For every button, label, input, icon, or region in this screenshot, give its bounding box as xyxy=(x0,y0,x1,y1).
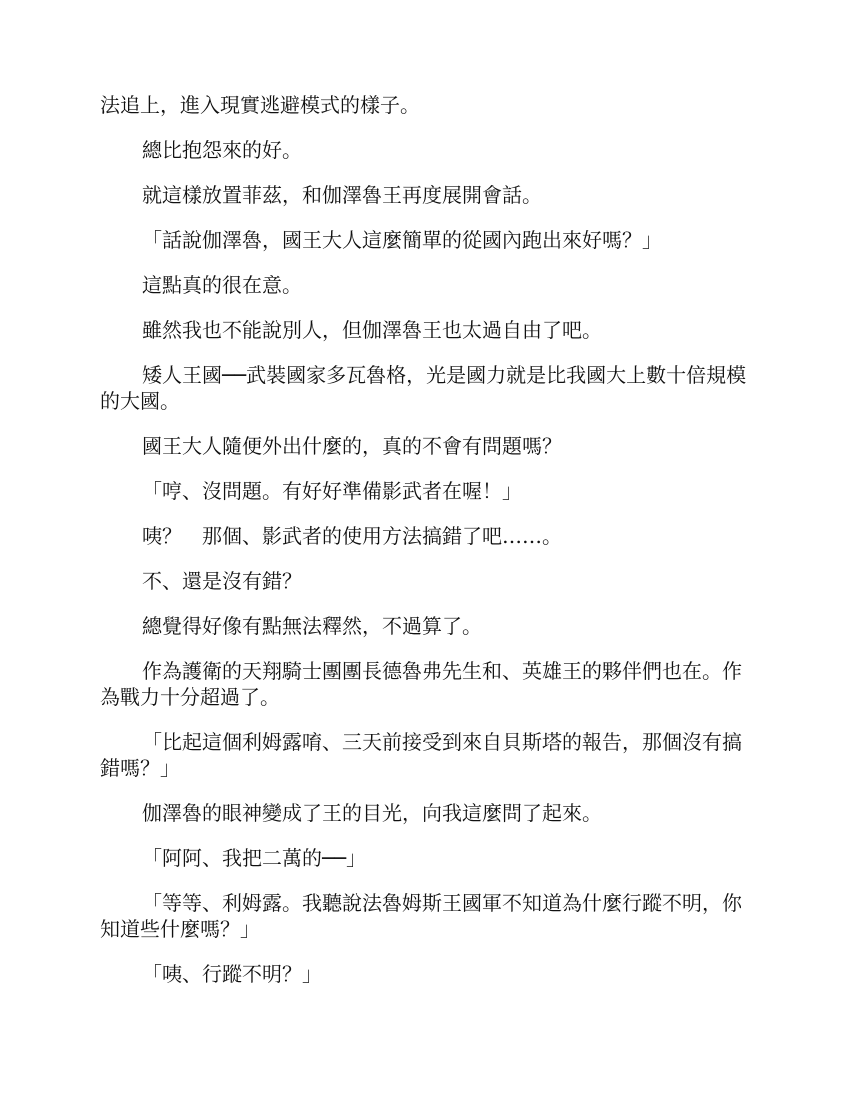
paragraph: 法追上，進入現實逃避模式的樣子。 xyxy=(100,93,420,117)
paragraph: 總覺得好像有點無法釋然，不過算了。 xyxy=(142,614,482,638)
paragraph: 「話說伽澤魯，國王大人這麼簡單的從國內跑出來好嗎？」 xyxy=(142,228,662,252)
paragraph: 雖然我也不能說別人，但伽澤魯王也太過自由了吧。 xyxy=(142,318,602,342)
paragraph: 就這樣放置菲茲，和伽澤魯王再度展開會話。 xyxy=(142,183,542,207)
paragraph: 「等等、利姆露。我聽說法魯姆斯王國軍不知道為什麼行蹤不明，你知道些什麼嗎？」 xyxy=(100,891,742,941)
document-body xyxy=(100,92,750,1006)
paragraph: 「比起這個利姆露唷、三天前接受到來自貝斯塔的報告，那個沒有搞錯嗎？」 xyxy=(100,730,742,780)
paragraph: 「哼、沒問題。有好好準備影武者在喔！」 xyxy=(142,479,522,503)
paragraph: 這點真的很在意。 xyxy=(142,273,302,297)
paragraph: 作為護衛的天翔騎士團團長德魯弗先生和、英雄王的夥伴們也在。作為戰力十分超過了。 xyxy=(100,659,742,709)
paragraph: 伽澤魯的眼神變成了王的目光，向我這麼問了起來。 xyxy=(142,801,602,825)
paragraph: 矮人王國──武裝國家多瓦魯格，光是國力就是比我國大上數十倍規模的大國。 xyxy=(100,363,747,413)
paragraph: 不、還是沒有錯？ xyxy=(142,569,302,593)
paragraph: 「阿阿、我把二萬的──」 xyxy=(142,846,367,870)
paragraph: 總比抱怨來的好。 xyxy=(142,138,302,162)
paragraph: 國王大人隨便外出什麼的，真的不會有問題嗎？ xyxy=(142,434,562,458)
paragraph: 咦？ 那個、影武者的使用方法搞錯了吧……。 xyxy=(142,524,562,548)
paragraph: 「咦、行蹤不明？」 xyxy=(142,962,322,986)
